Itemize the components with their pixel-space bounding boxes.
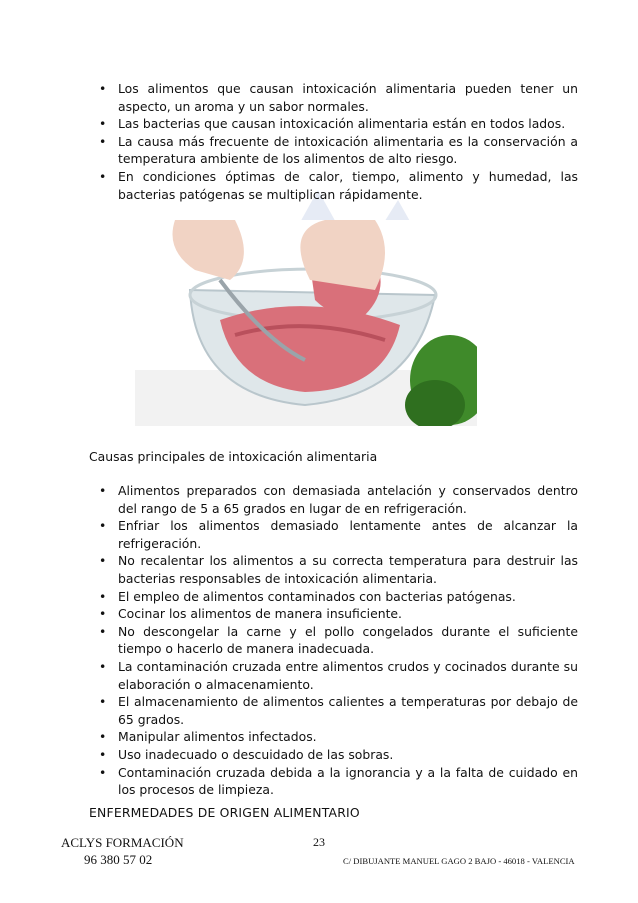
bullet-icon: • [99,518,107,534]
causes-bullet-list [95,482,578,799]
list-item: • El almacenamiento de alimentos calientes a temperaturas por debajo de 65 grados. [99,694,578,727]
bullet-icon: • [99,483,107,498]
intro-bullet-list [95,80,578,203]
page-number: 23 [313,835,325,849]
list-item: • Los alimentos que causan intoxicación alimentaria pueden tener un aspecto, un aroma y un sabor normales. [99,81,578,114]
list-item: • El empleo de alimentos contaminados con bacterias patógenas. [99,588,516,604]
bullet-icon: • [99,729,107,745]
list-item: • La contaminación cruzada entre alimentos crudos y cocinados durante su elaboración o almacenamiento. [99,658,578,692]
bullet-icon: • [99,116,107,132]
section-heading: ENFERMEDADES DE ORIGEN ALIMENTARIO [89,805,360,820]
bullet-icon: • [99,764,107,780]
list-item: • Enfriar los alimentos demasiado lentamente antes de alcanzar la refrigeración. [99,518,578,551]
bullet-icon: • [99,623,107,639]
bullet-icon: • [99,168,107,184]
bullet-icon: • [99,746,107,762]
causes-title: Causas principales de intoxicación alimentaria [89,449,378,464]
bullet-icon: • [99,553,107,569]
footer-phone: 96 380 57 02 [84,852,153,867]
bullet-icon: • [99,606,107,622]
list-item: • Contaminación cruzada debida a la ignorancia y a la falta de cuidado en los procesos de limpieza. [99,764,578,798]
bullet-icon: • [99,694,107,710]
minced-meat-photo [135,220,477,426]
bullet-icon: • [99,133,107,149]
list-item: • Cocinar los alimentos de manera insuficiente. [99,606,402,622]
list-item: • No descongelar la carne y el pollo congelados durante el suficiente tiempo o hacerlo de manera inadecuada. [99,623,578,657]
bullet-icon: • [99,658,107,674]
footer-address: C/ DIBUJANTE MANUEL GAGO 2 BAJO - 46018 - VALENCIA [343,856,575,866]
list-item: • Uso inadecuado o descuidado de las sobras. [99,746,394,762]
minced-meat-bowl-icon [135,220,477,426]
list-item: • En condiciones óptimas de calor, tiempo, alimento y humedad, las bacterias patógenas se multiplican rápidamente. [99,168,578,202]
footer-company: ACLYS FORMACIÓN [61,835,184,850]
list-item: • Las bacterias que causan intoxicación alimentaria están en todos lados. [99,116,566,132]
list-item: • No recalentar los alimentos a su correcta temperatura para destruir las bacterias responsables de intoxicación alimentaria. [99,553,578,586]
bullet-icon: • [99,81,107,96]
list-item: • Alimentos preparados con demasiada antelación y conservados dentro del rango de 5 a 65 grados en lugar de en refrigeración. [99,483,578,516]
list-item: • Manipular alimentos infectados. [99,729,317,745]
bullet-icon: • [99,588,107,604]
list-item: • La causa más frecuente de intoxicación alimentaria es la conservación a temperatura ambiente de los alimentos de alto riesgo. [99,133,578,167]
